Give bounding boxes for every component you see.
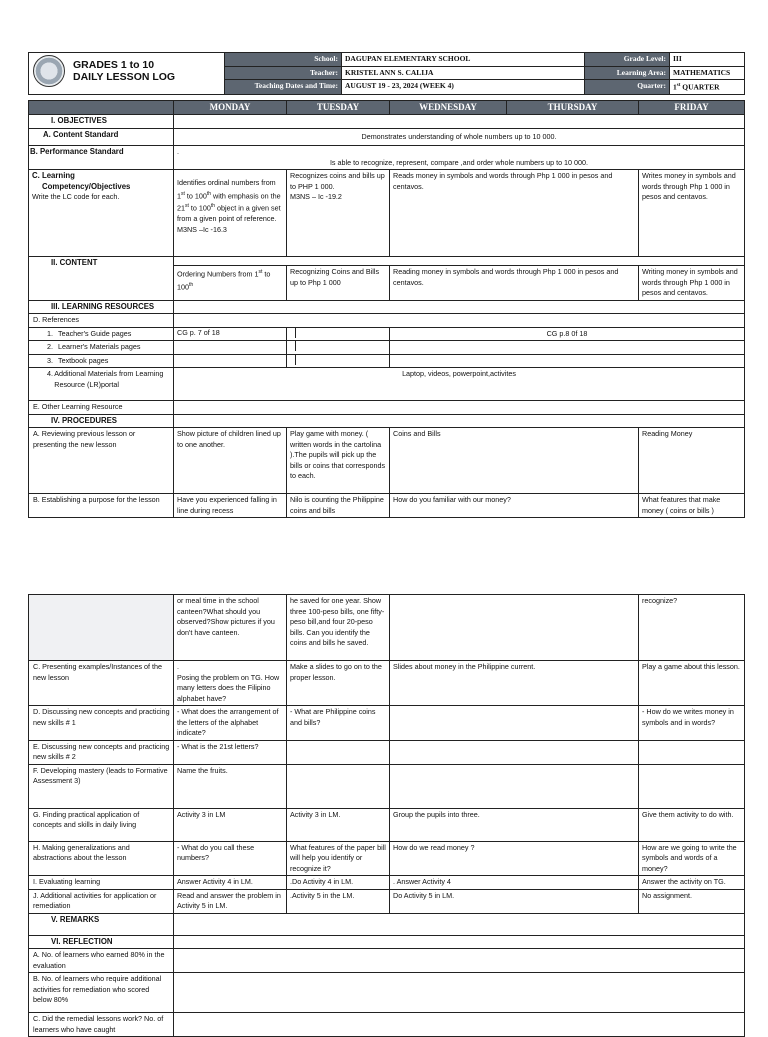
competency-friday: Writes money in symbols and words through Php 1 000 in pesos and centavos. <box>639 170 745 257</box>
proc-e-label: E. Discussing new concepts and practicing new skills # 2 <box>29 740 174 764</box>
reflection-blank <box>174 935 745 949</box>
lm-rest <box>390 341 745 355</box>
teacher-label: Teacher: <box>225 66 342 80</box>
lm-monday <box>174 341 287 355</box>
proc-a-friday: Reading Money <box>639 428 745 494</box>
reflection-a-value <box>174 949 745 973</box>
performance-standard-dot: . <box>177 147 179 156</box>
lesson-log-table-page2 <box>28 594 745 1037</box>
reflection-heading: VI. REFLECTION <box>29 935 174 949</box>
proc-g-label: G. Finding practical application of concepts and skills in daily living <box>29 808 174 841</box>
proc-d-monday: - What does the arrangement of the letters of the alphabet indicate? <box>174 706 287 741</box>
proc-g-wednesday: Group the pupils into three. <box>390 808 639 841</box>
proc-h-wednesday: How do we read money ? <box>390 841 639 876</box>
proc-e-wednesday <box>390 740 639 764</box>
proc-f-tuesday <box>287 764 390 808</box>
form-title-line2: DAILY LESSON LOG <box>73 71 176 83</box>
competency-label-2: Competency/Objectives <box>42 181 131 191</box>
tg-rest: CG p.8 0f 18 <box>390 327 745 341</box>
content-tuesday: Recognizing Coins and Bills up to Php 1 000 <box>287 266 390 301</box>
content-friday: Writing money in symbols and words through Php 1 000 in pesos and centavos. <box>639 266 745 301</box>
school-label: School: <box>225 53 342 67</box>
content-standard-value: Demonstrates understanding of whole numbers up to 10 000. <box>174 129 745 146</box>
proc-j-friday: No assignment. <box>639 889 745 913</box>
proc-c-wednesday: Slides about money in the Philippine current. <box>390 661 639 706</box>
objectives-blank <box>174 115 745 129</box>
other-resource-blank <box>174 401 745 415</box>
day-thursday: THURSDAY <box>507 101 639 115</box>
proc-e-friday <box>639 740 745 764</box>
proc-c-monday <box>174 661 287 706</box>
proc-g-friday: Give them activity to do with. <box>639 808 745 841</box>
grade-value: III <box>670 53 745 67</box>
dates-label: Teaching Dates and Time: <box>225 80 342 95</box>
proc-i-monday: Answer Activity 4 in LM. <box>174 876 287 890</box>
proc-h-label: H. Making generalizations and abstractions about the lesson <box>29 841 174 876</box>
proc-i-friday: Answer the activity on TG. <box>639 876 745 890</box>
tg-label: 1. Teacher's Guide pages <box>29 327 174 341</box>
proc-j-wednesday: Do Activity 5 in LM. <box>390 889 639 913</box>
corner-cell <box>29 101 174 115</box>
day-friday: FRIDAY <box>639 101 745 115</box>
quarter-value: 1st QUARTER <box>670 80 745 95</box>
competency-tuesday <box>287 170 390 257</box>
resources-heading: III. LEARNING RESOURCES <box>29 300 174 314</box>
header-title-cell <box>29 53 225 95</box>
reflection-b-value <box>174 973 745 1013</box>
proc-b-label: B. Establishing a purpose for the lesson <box>29 494 174 518</box>
performance-standard-value <box>174 146 745 170</box>
day-tuesday: TUESDAY <box>287 101 390 115</box>
proc-f-wednesday <box>390 764 639 808</box>
additional-label: 4. Additional Materials from Learning Resource (LR)portal <box>29 368 174 401</box>
proc-h-friday: How are we going to write the symbols and words of a money? <box>639 841 745 876</box>
dates-value: AUGUST 19 - 23, 2024 (WEEK 4) <box>342 80 585 95</box>
proc-b-tuesday: Nilo is counting the Philippine coins and bills <box>287 494 390 518</box>
performance-standard-text: Is able to recognize, represent, compare ,and order whole numbers up to 10 000. <box>329 157 589 167</box>
proc-f-label: F. Developing mastery (leads to Formative Assessment 3) <box>29 764 174 808</box>
area-label: Learning Area: <box>585 66 670 80</box>
lm-label: 2. Learner's Materials pages <box>29 341 174 355</box>
day-wednesday: WEDNESDAY <box>390 101 507 115</box>
proc-b-cont-friday: recognize? <box>639 595 745 661</box>
competency-label-1: C. Learning <box>32 171 75 180</box>
resources-blank <box>174 300 745 314</box>
remarks-heading: V. REMARKS <box>29 913 174 935</box>
competency-tuesday-code: M3NS – Ic -19.2 <box>290 192 342 201</box>
proc-j-tuesday: .Activity 5 in the LM. <box>287 889 390 913</box>
proc-e-monday: - What is the 21st letters? <box>174 740 287 764</box>
competency-label-3: Write the LC code for each. <box>32 192 120 201</box>
proc-d-label: D. Discussing new concepts and practicing new skills # 1 <box>29 706 174 741</box>
proc-d-friday: - How do we writes money in symbols and in words? <box>639 706 745 741</box>
proc-g-tuesday: Activity 3 in LM. <box>287 808 390 841</box>
procedures-heading: IV. PROCEDURES <box>29 414 174 428</box>
teacher-value: KRISTEL ANN S. CALIJA <box>342 66 585 80</box>
textbook-label: 3. Textbook pages <box>29 354 174 368</box>
proc-j-monday: Read and answer the problem in Activity 5 in LM. <box>174 889 287 913</box>
lesson-log-table-page1 <box>28 100 745 518</box>
competency-wednesday: Reads money in symbols and words through Php 1 000 in pesos and centavos. <box>390 170 639 257</box>
other-resource-label: E. Other Learning Resource <box>29 401 174 415</box>
proc-b-friday: What features that make money ( coins or bills ) <box>639 494 745 518</box>
proc-b-cont-wednesday <box>390 595 639 661</box>
proc-h-tuesday: What features of the paper bill will help you identify or recognize it? <box>287 841 390 876</box>
content-heading: II. CONTENT <box>29 257 174 301</box>
proc-c-monday-dot: . <box>177 662 179 671</box>
deped-seal-icon <box>33 55 65 87</box>
proc-d-tuesday: - What are Philippine coins and bills? <box>287 706 390 741</box>
form-title-line1: GRADES 1 to 10 <box>73 59 155 71</box>
tg-monday: CG p. 7 of 18 <box>174 327 287 341</box>
additional-value: Laptop, videos, powerpoint,activites <box>174 368 745 401</box>
objectives-heading: I. OBJECTIVES <box>29 115 174 129</box>
textbook-monday <box>174 354 287 368</box>
proc-b-cont-tuesday: he saved for one year. Show three 100-peso bills, one fifty-peso bill,and four 20-peso bills. Can you identify the coins and bills he saved. <box>287 595 390 661</box>
school-value: DAGUPAN ELEMENTARY SCHOOL <box>342 53 585 67</box>
procedures-blank <box>174 414 745 428</box>
reflection-b-label: B. No. of learners who require additional activities for remediation who scored below 80% <box>29 973 174 1013</box>
proc-c-label: C. Presenting examples/Instances of the new lesson <box>29 661 174 706</box>
reflection-a-label: A. No. of learners who earned 80% in the evaluation <box>29 949 174 973</box>
proc-e-tuesday <box>287 740 390 764</box>
proc-a-label: A. Reviewing previous lesson or presenting the new lesson <box>29 428 174 494</box>
proc-b-wednesday: How do you familiar with our money? <box>390 494 639 518</box>
quarter-label: Quarter: <box>585 80 670 95</box>
competency-monday-code: M3NS –Ic -16.3 <box>177 224 227 234</box>
textbook-tuesday <box>287 354 390 368</box>
proc-c-monday-text: Posing the problem on TG. How many letters does the Filipino alphabet have? <box>177 672 280 703</box>
content-blank <box>174 257 745 266</box>
references-blank <box>174 314 745 328</box>
proc-j-label: J. Additional activities for application or remediation <box>29 889 174 913</box>
reflection-c-label: C. Did the remedial lessons work? No. of learners who have caught <box>29 1013 174 1037</box>
proc-d-wednesday <box>390 706 639 741</box>
tg-tuesday-split <box>287 327 390 341</box>
area-value: MATHEMATICS <box>670 66 745 80</box>
content-monday: Ordering Numbers from 1st to 100th <box>174 266 287 301</box>
lm-tuesday <box>287 341 390 355</box>
proc-b-monday: Have you experienced falling in line during recess <box>174 494 287 518</box>
proc-h-monday: - What do you call these numbers? <box>174 841 287 876</box>
content-wednesday: Reading money in symbols and words through Php 1 000 in pesos and centavos. <box>390 266 639 301</box>
remarks-blank <box>174 913 745 935</box>
proc-a-wednesday: Coins and Bills <box>390 428 639 494</box>
performance-standard-label: B. Performance Standard <box>29 146 174 170</box>
proc-c-tuesday: Make a slides to go on to the proper lesson. <box>287 661 390 706</box>
proc-c-friday: Play a game about this lesson. <box>639 661 745 706</box>
header-table <box>28 52 745 95</box>
proc-a-tuesday: Play game with money. ( written words in the cartolina ).The pupils will pick up the bills or coins that corresponds to each. <box>287 428 390 494</box>
proc-a-monday: Show picture of children lined up to one another. <box>174 428 287 494</box>
reflection-c-value <box>174 1013 745 1037</box>
proc-b-cont-monday: or meal time in the school canteen?What should you observed?Show pictures if you don't have canteen. <box>174 595 287 661</box>
grade-label: Grade Level: <box>585 53 670 67</box>
proc-f-monday: Name the fruits. <box>174 764 287 808</box>
textbook-rest <box>390 354 745 368</box>
competency-label <box>29 170 174 257</box>
proc-f-friday <box>639 764 745 808</box>
proc-b-cont-label <box>29 595 174 661</box>
competency-tuesday-text: Recognizes coins and bills up to PHP 1 000. <box>290 171 385 191</box>
proc-g-monday: Activity 3 in LM <box>174 808 287 841</box>
references-label: D. References <box>29 314 174 328</box>
competency-monday: Identifies ordinal numbers from 1st to 100th with emphasis on the 21st to 100th object in a given set from a given point of reference. M3NS –Ic -16.3 <box>174 170 287 257</box>
proc-i-label: I. Evaluating learning <box>29 876 174 890</box>
day-monday: MONDAY <box>174 101 287 115</box>
proc-i-tuesday: .Do Activity 4 in LM. <box>287 876 390 890</box>
proc-i-wednesday: . Answer Activity 4 <box>390 876 639 890</box>
content-standard-label: A. Content Standard <box>29 129 174 146</box>
